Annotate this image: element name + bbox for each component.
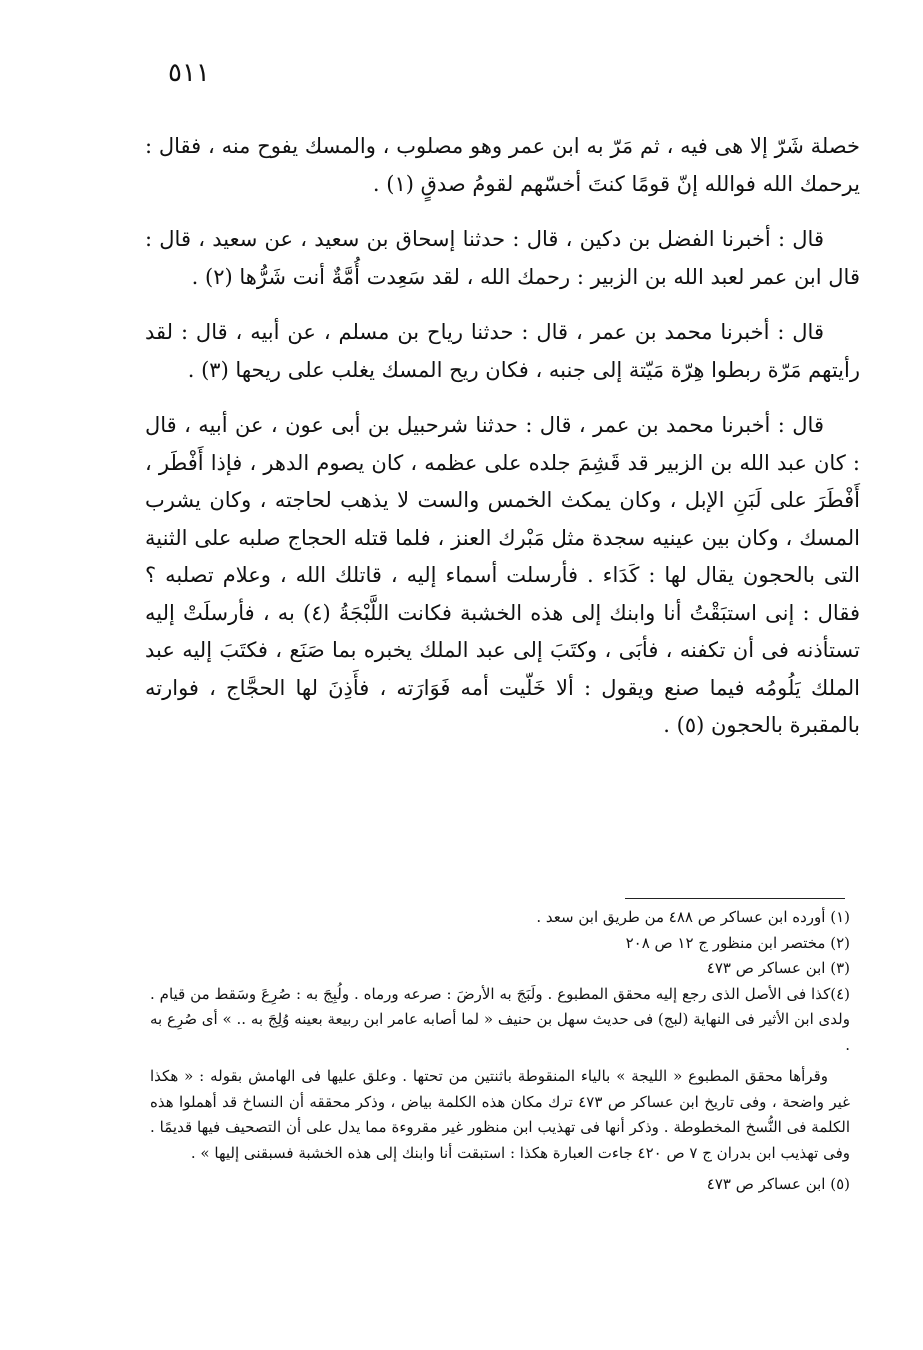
paragraph-3: قال : أخبرنا محمد بن عمر ، قال : حدثنا رياح بن مسلم ، عن أبيه ، قال : لقد رأيتهم مَرّة ربطوا هِرّة مَيّتة إلى جنبه ، فكان ريح المسك يغلب على ريحها (٣) . [145,320,860,382]
footnote-5: (٥) ابن عساكر ص ٤٧٣ [706,1175,850,1193]
footnote-4-continued: وقرأها محقق المطبوع « الليجة » بالياء المنقوطة باثنتين من تحتها . وعلق عليها فى الهامش بقوله : « هكذا غير واضحة ، وفى تاريخ ابن عساكر ص ٤٧٣ ترك مكان هذه الكلمة بياض ، وذكر محققه أن النساخ قد أهملوا هذه الكلمة فى النُّسخ المخطوطة . وذكر أنها فى تهذيب ابن منظور غير مقروءة مما يدل على أن التصحيف فيها قديمًا . وفى تهذيب ابن بدران ج ٧ ص ٤٢٠ جاءت العبارة هكذا : استبقت أنا وابنك إلى هذه الخشبة فسبقنى إليها » . [150,1067,850,1162]
footnote-divider [625,898,845,899]
paragraph-2: قال : أخبرنا الفضل بن دكين ، قال : حدثنا إسحاق بن سعيد ، عن سعيد ، قال : قال ابن عمر لعبد الله بن الزبير : رحمك الله ، لقد سَعِدت أُمَّةٌ أنت شَرُّها (٢) . [145,227,860,289]
paragraph-1: خصلة شَرّ إلا هى فيه ، ثم مَرّ به ابن عمر وهو مصلوب ، والمسك يفوح منه ، فقال : يرحمك الله فوالله إنّ قومًا كنتَ أخسّهم لقومُ صدقٍ (١) . [145,134,860,196]
footnote-2: (٢) مختصر ابن منظور ج ١٢ ص ٢٠٨ [625,933,850,952]
footnote-1: (١) أورده ابن عساكر ص ٤٨٨ من طريق ابن سعد . [536,908,850,926]
footnote-4: (٤)كذا فى الأصل الذى رجع إليه محقق المطبوع . ولَبَجَ به الأرضَ : صرعه ورماه . ولُبِجَ به : صُرِعَ وسَقط من قيام . ولدى ابن الأثير فى النهاية (لبج) فى حديث سهل بن حنيف « لما أصابه عامر ابن ربيعة بعينه وُلِجَ به .. » أى صُرِع به . [150,984,850,1054]
footnotes [150,905,850,1198]
main-text [145,128,860,763]
paragraph-4: قال : أخبرنا محمد بن عمر ، قال : حدثنا شرحبيل بن أبى عون ، عن أبيه ، قال : كان عبد الله بن الزبير قد قَشِمَ جلده على عظمه ، كان يصوم الدهر ، فإذا أَفْطَر ، أَفْطَرَ على لَبَنِ الإبل ، وكان يمكث الخمس والست لا يذهب لحاجته ، وكان يشرب المسك ، وكان بين عينيه سجدة مثل مَبْرك العنز ، فلما قتله الحجاج صلبه على الثنية التى بالحجون يقال لها : كَدَاء . فأرسلت أسماء إليه ، قاتلك الله ، وعلام تصلبه ؟ فقال : إنى استبَقْتُ أنا وابنك إلى هذه الخشبة فكانت اللَّبْجَةُ (٤) به ، فأرسلَتْ إليه تستأذنه فى أن تكفنه ، فأبَى ، وكتَبَ إلى عبد الملك يخبره بما صَنَع ، فكتَبَ إليه عبد الملك يَلُومُه فيما صنع ويقول : ألا خَلّيت أمه فَوَارَته ، فأَذِنَ لها الحجَّاج ، فوارته بالمقبرة بالحجون (٥) . [145,413,860,737]
footnote-3: (٣) ابن عساكر ص ٤٧٣ [706,959,850,977]
page-number: ٥١١ [168,58,210,88]
